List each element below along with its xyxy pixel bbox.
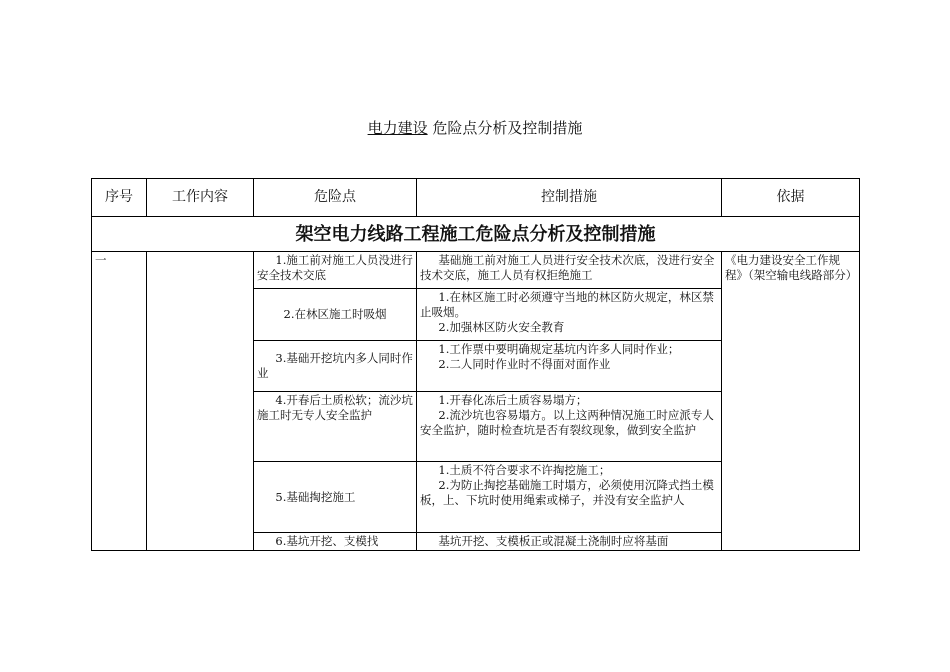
header-measures: 控制措施	[417, 179, 722, 217]
measures-cell	[417, 533, 722, 551]
serial-cell: 一	[92, 252, 147, 551]
measures-cell	[417, 341, 722, 392]
hazard-text: 4.开春后土质松软；流沙坑施工时无专人安全监护	[257, 393, 413, 422]
measures-cell	[417, 462, 722, 533]
table-row	[92, 252, 860, 289]
hazard-text: 5.基础掏挖施工	[275, 489, 356, 504]
header-hazard: 危险点	[254, 179, 417, 217]
measure-text: 1.在林区施工时必须遵守当地的林区防火规定，林区禁止吸烟。	[420, 290, 714, 319]
header-serial: 序号	[92, 179, 147, 217]
measure-text: 1.工作票中要明确规定基坑内许多人同时作业；	[438, 342, 680, 356]
measure-text: 2.流沙坑也容易塌方。以上这两种情况施工时应派专人安全监护，随时检查坑是否有裂纹现象，做到安全监护	[420, 408, 714, 437]
hazard-cell	[254, 533, 417, 551]
hazard-cell	[254, 462, 417, 533]
section-title: 架空电力线路工程施工危险点分析及控制措施	[92, 217, 860, 252]
measure-text: 1.开春化冻后土质容易塌方；	[438, 393, 588, 407]
table-header-row	[92, 179, 860, 217]
header-work-content: 工作内容	[147, 179, 254, 217]
measure-text: 2.二人同时作业时不得面对面作业	[438, 357, 611, 371]
hazard-cell	[254, 252, 417, 289]
measure-text: 基坑开挖、支模板正或混凝土浇制时应将基面	[438, 534, 669, 548]
hazard-cell	[254, 392, 417, 462]
title-underlined: 电力建设	[367, 119, 428, 137]
header-basis: 依据	[722, 179, 860, 217]
measures-cell	[417, 289, 722, 341]
basis-cell: 《电力建设安全工作规程》（架空输电线路部分）	[722, 252, 860, 551]
page-title	[0, 117, 950, 138]
hazard-text: 2.在林区施工时吸烟	[283, 307, 387, 321]
section-row	[92, 217, 860, 252]
measure-text: 2.加强林区防火安全教育	[438, 320, 565, 334]
hazard-text: 3.基础开挖坑内多人同时作业	[257, 351, 413, 380]
title-rest: 危险点分析及控制措施	[427, 119, 583, 137]
measure-text: 基础施工前对施工人员进行安全技术次底，没进行安全技术交底，施工人员有权拒绝施工	[420, 253, 715, 282]
measures-cell	[417, 252, 722, 289]
work-content-cell	[147, 252, 254, 551]
measures-cell	[417, 392, 722, 462]
hazard-cell	[254, 341, 417, 392]
hazard-text: 1.施工前对施工人员没进行安全技术交底	[257, 253, 413, 282]
hazard-text: 6.基坑开挖、支模找	[275, 534, 379, 548]
hazard-table	[91, 178, 860, 551]
measure-text: 1.土质不符合要求不许掏挖施工；	[438, 463, 611, 477]
measure-text: 2.为防止掏挖基础施工时塌方，必须使用沉降式挡土模板，上、下坑时使用绳索或梯子，并没有安全监护人	[420, 478, 714, 507]
hazard-cell	[254, 289, 417, 341]
